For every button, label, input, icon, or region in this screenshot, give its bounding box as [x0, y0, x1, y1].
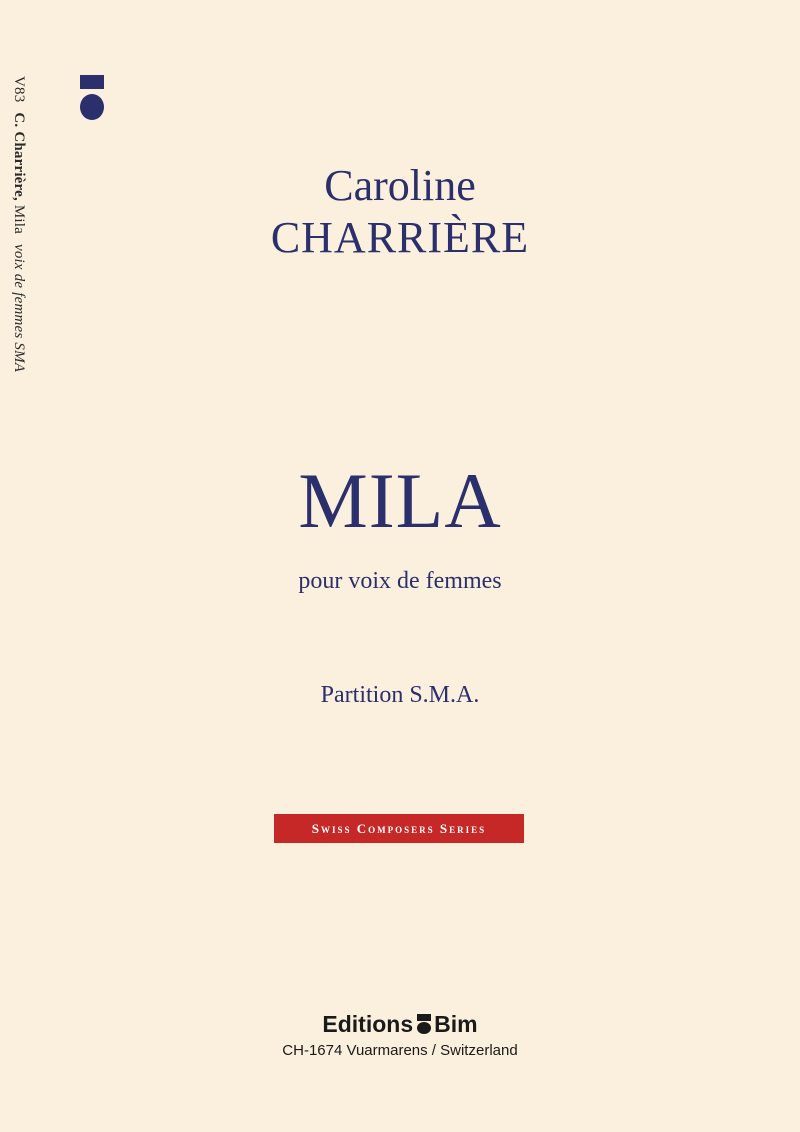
spine-description: voix de femmes SMA	[11, 243, 27, 373]
publisher-name	[0, 1010, 800, 1038]
spine-composer: C. Charrière,	[11, 112, 27, 201]
composer-last-name: CHARRIÈRE	[270, 213, 530, 262]
spine-title: Mila	[11, 204, 27, 235]
series-label: Swiss Composers Series	[311, 820, 487, 836]
publisher-address: CH-1674 Vuarmarens / Switzerland	[282, 1042, 518, 1059]
series-banner	[274, 814, 524, 843]
publisher-block	[0, 1010, 800, 1061]
edition-type: Partition S.M.A.	[320, 682, 480, 708]
publisher-name-part1: Editions	[322, 1011, 414, 1037]
publisher-note-icon	[416, 1013, 432, 1035]
publisher-name-part2: Bim	[434, 1011, 478, 1037]
work-subtitle: pour voix de femmes	[298, 568, 502, 594]
composer-name	[0, 160, 800, 264]
spine-code: V83	[11, 76, 27, 103]
composer-first-name: Caroline	[324, 161, 476, 210]
work-title: MILA	[298, 457, 502, 544]
publisher-logo-icon	[78, 75, 106, 121]
